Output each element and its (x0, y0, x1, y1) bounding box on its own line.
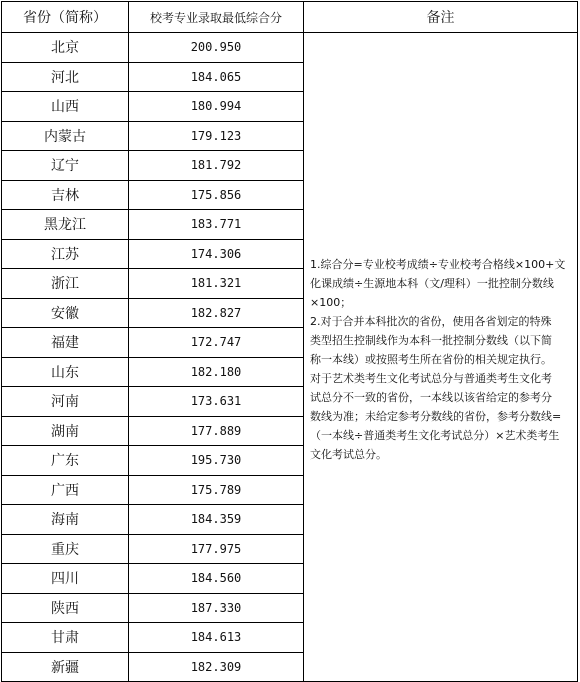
score-cell: 187.330 (129, 593, 304, 623)
score-cell: 184.560 (129, 564, 304, 594)
province-cell: 湖南 (2, 416, 129, 446)
note-1: 1.综合分=专业校考成绩÷专业校考合格线×100+文 化课成绩÷生源地本科（文/理科）一批控制分数线 ×100； (310, 257, 566, 309)
note-2: 2.对于合并本科批次的省份，使用各省划定的特殊 类型招生控制线作为本科一批控制分数线（以下简 称一本线）或按照考生所在省份的相关规定执行。 对于艺术类考生文化考试总分与普通类考生文化考 试总分不一致的省份，一本线以该省给定的参考分 数线为准；未给定参考分数线的省份，参考分数线= （一本线÷普通类考生文化考试总分）×艺术类考生 文化考试总分。 (310, 314, 562, 461)
score-cell: 182.180 (129, 357, 304, 387)
score-cell: 182.827 (129, 298, 304, 328)
province-cell: 广西 (2, 475, 129, 505)
province-cell: 辽宁 (2, 151, 129, 181)
score-cell: 184.065 (129, 62, 304, 92)
province-cell: 海南 (2, 505, 129, 535)
header-row (2, 2, 578, 33)
score-cell: 175.856 (129, 180, 304, 210)
province-cell: 四川 (2, 564, 129, 594)
table-row (2, 33, 578, 63)
province-cell: 北京 (2, 33, 129, 63)
header-min-score: 校考专业录取最低综合分 (129, 2, 304, 33)
province-cell: 安徽 (2, 298, 129, 328)
province-cell: 江苏 (2, 239, 129, 269)
score-cell: 180.994 (129, 92, 304, 122)
score-cell: 179.123 (129, 121, 304, 151)
score-cell: 184.613 (129, 623, 304, 653)
score-cell: 182.309 (129, 652, 304, 682)
score-cell: 177.889 (129, 416, 304, 446)
province-cell: 山西 (2, 92, 129, 122)
score-cell: 181.321 (129, 269, 304, 299)
province-cell: 重庆 (2, 534, 129, 564)
province-cell: 河北 (2, 62, 129, 92)
province-cell: 广东 (2, 446, 129, 476)
province-cell: 甘肃 (2, 623, 129, 653)
table-body (2, 33, 578, 682)
admission-score-table (1, 1, 578, 682)
province-cell: 山东 (2, 357, 129, 387)
province-cell: 浙江 (2, 269, 129, 299)
score-cell: 173.631 (129, 387, 304, 417)
score-cell: 195.730 (129, 446, 304, 476)
province-cell: 河南 (2, 387, 129, 417)
score-cell: 200.950 (129, 33, 304, 63)
score-cell: 183.771 (129, 210, 304, 240)
score-cell: 184.359 (129, 505, 304, 535)
remarks-cell (304, 33, 578, 682)
header-province: 省份（简称） (2, 2, 129, 33)
province-cell: 吉林 (2, 180, 129, 210)
province-cell: 黑龙江 (2, 210, 129, 240)
score-cell: 175.789 (129, 475, 304, 505)
score-cell: 181.792 (129, 151, 304, 181)
header-remarks: 备注 (304, 2, 578, 33)
province-cell: 福建 (2, 328, 129, 358)
remarks-notes (304, 251, 577, 464)
score-cell: 174.306 (129, 239, 304, 269)
province-cell: 内蒙古 (2, 121, 129, 151)
score-cell: 172.747 (129, 328, 304, 358)
province-cell: 新疆 (2, 652, 129, 682)
province-cell: 陕西 (2, 593, 129, 623)
score-cell: 177.975 (129, 534, 304, 564)
